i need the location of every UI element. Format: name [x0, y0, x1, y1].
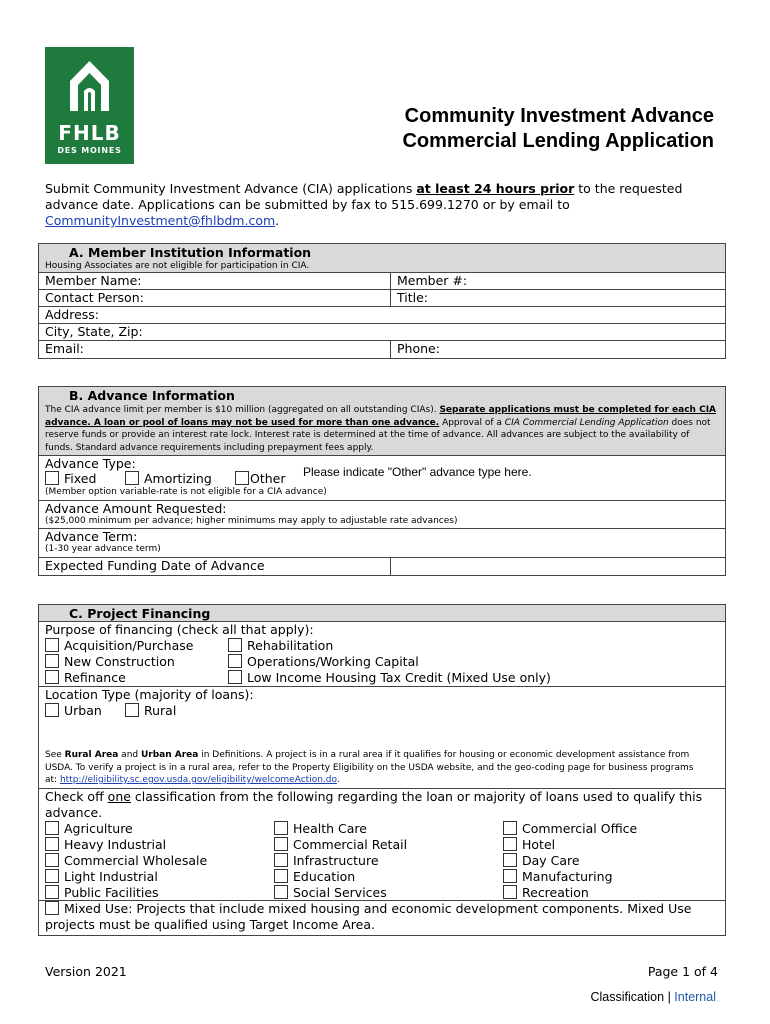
- funding-date-field[interactable]: [390, 558, 397, 575]
- purpose-option[interactable]: [45, 654, 175, 669]
- note-italic: CIA Commercial Lending Application: [504, 417, 669, 428]
- separator: |: [667, 990, 671, 1004]
- intro-paragraph: [45, 181, 715, 229]
- section-b-table: [38, 386, 726, 576]
- checkbox[interactable]: [45, 821, 59, 835]
- classification-label: Commercial Retail: [293, 837, 408, 852]
- classification-footer: [590, 990, 716, 1004]
- classification-label: Day Care: [522, 853, 580, 868]
- rural-option[interactable]: [125, 703, 176, 718]
- purpose-label: Operations/Working Capital: [247, 654, 419, 669]
- classification-label: Infrastructure: [293, 853, 379, 868]
- location-label: Location Type (majority of loans):: [45, 687, 254, 702]
- def-text-3: in Definitions. A project is in a rural area if it qualifies for housing or economic development assistance from USDA. To verify a project is in a rural area, refer to the Property Eligibility on the USDA website, and the geo-coding page for business programs at:: [45, 750, 694, 785]
- amount-note: ($25,000 minimum per advance; higher minimums may apply to adjustable rate advances): [45, 516, 458, 526]
- term-note: (1-30 year advance term): [45, 544, 161, 554]
- urban-label: Urban: [64, 703, 102, 718]
- member-number-label: Member #:: [397, 273, 468, 288]
- fixed-option[interactable]: [45, 471, 96, 486]
- version-label: Version 2021: [45, 964, 127, 979]
- note-bold: Separate applications must be completed for each CIA advance. A loan or pool of loans may not be used for more than one advance.: [45, 405, 717, 428]
- location-row: [39, 687, 725, 789]
- checkbox[interactable]: [228, 670, 242, 684]
- purpose-option[interactable]: [228, 654, 419, 669]
- purpose-option[interactable]: [45, 670, 126, 685]
- classification-row: [39, 789, 725, 901]
- amount-label: Advance Amount Requested:: [45, 501, 227, 516]
- other-type-field[interactable]: Please indicate "Other" advance type here.: [303, 465, 532, 479]
- purpose-label: Acquisition/Purchase: [64, 638, 194, 653]
- term-row[interactable]: [39, 529, 725, 558]
- advance-type-label: Advance Type:: [45, 456, 136, 471]
- def-text: See: [45, 750, 65, 760]
- mixed-use-label: Mixed Use: Projects that include mixed housing and economic development components. Mixed Use projects must be qualified using Target Income Area.: [45, 901, 692, 932]
- classification-option[interactable]: [503, 885, 589, 900]
- usda-link[interactable]: http://eligibility.sc.egov.usda.gov/eligibility/welcomeAction.do: [59, 775, 337, 785]
- classification-option[interactable]: [274, 869, 355, 884]
- address-row[interactable]: [39, 307, 725, 324]
- classification-label: Recreation: [522, 885, 589, 900]
- phone-label: Phone:: [397, 341, 440, 356]
- classification-label: Heavy Industrial: [64, 837, 167, 852]
- checkbox[interactable]: [503, 821, 517, 835]
- title-line1: Community Investment Advance: [404, 105, 714, 127]
- section-b-note: [39, 404, 725, 455]
- house-icon: [67, 57, 112, 115]
- checkbox[interactable]: [228, 638, 242, 652]
- checkbox[interactable]: [45, 869, 59, 883]
- classification-label: Commercial Wholesale: [64, 853, 208, 868]
- checkbox[interactable]: [45, 670, 59, 684]
- purpose-label: Refinance: [64, 670, 126, 685]
- classification-text: Classification: [590, 990, 665, 1004]
- section-c-header: [39, 605, 725, 622]
- other-option[interactable]: [235, 471, 286, 486]
- purpose-label: Low Income Housing Tax Credit (Mixed Use only): [247, 670, 551, 685]
- section-a-header: [39, 244, 725, 273]
- definitions-note: [45, 749, 705, 787]
- classification-option[interactable]: [45, 869, 158, 884]
- urban-option[interactable]: [45, 703, 102, 718]
- advance-type-row: [39, 456, 725, 501]
- checkbox[interactable]: [274, 837, 288, 851]
- classify-text: Check off: [45, 789, 108, 804]
- classify-text-2: classification from the following regarding the loan or majority of loans used to qualify this advance.: [45, 789, 703, 820]
- title-label: Title:: [397, 290, 428, 305]
- classification-label: Education: [293, 869, 356, 884]
- purpose-option[interactable]: [45, 638, 193, 653]
- classification-label: Manufacturing: [522, 869, 613, 884]
- classification-option[interactable]: [274, 885, 387, 900]
- section-b-heading: B. Advance Information: [69, 388, 235, 403]
- checkbox[interactable]: [125, 703, 139, 717]
- section-a-note: Housing Associates are not eligible for participation in CIA.: [45, 261, 310, 271]
- title-field[interactable]: [390, 290, 428, 306]
- note-text: The CIA advance limit per member is $10 million (aggregated on all outstanding CIAs).: [45, 405, 440, 415]
- phone-field[interactable]: [390, 341, 440, 358]
- purpose-label: Purpose of financing (check all that apply):: [45, 622, 314, 637]
- classification-option[interactable]: [503, 821, 637, 836]
- checkbox[interactable]: [45, 885, 59, 899]
- section-a-table: [38, 243, 726, 359]
- intro-text-2: to the requested advance date. Applications can be submitted by fax to 515.699.1270 or by email to: [45, 181, 683, 212]
- checkbox[interactable]: [503, 853, 517, 867]
- email-label: Email:: [45, 341, 84, 356]
- checkbox[interactable]: [228, 654, 242, 668]
- purpose-label: Rehabilitation: [247, 638, 334, 653]
- logo-subtext: DES MOINES: [57, 146, 122, 155]
- checkbox[interactable]: [45, 837, 59, 851]
- contact-label: Contact Person:: [45, 290, 144, 305]
- checkbox[interactable]: [45, 853, 59, 867]
- section-c-table: [38, 604, 726, 936]
- advance-type-note: (Member option variable-rate is not eligible for a CIA advance): [45, 487, 327, 497]
- def-text-2: and: [118, 750, 141, 760]
- member-name-label: Member Name:: [45, 273, 142, 288]
- classification-label: Social Services: [293, 885, 387, 900]
- classification-option[interactable]: [45, 885, 159, 900]
- funding-date-row: [39, 558, 725, 575]
- checkbox[interactable]: [503, 869, 517, 883]
- classification-option[interactable]: [274, 821, 367, 836]
- checkbox[interactable]: [274, 885, 288, 899]
- contact-row[interactable]: [39, 290, 725, 307]
- checkbox[interactable]: [503, 837, 517, 851]
- checkbox[interactable]: [503, 885, 517, 899]
- def-urban: Urban Area: [140, 750, 199, 760]
- other-label: Other: [250, 471, 286, 486]
- email-row[interactable]: [39, 341, 725, 358]
- checkbox[interactable]: [45, 654, 59, 668]
- checkbox[interactable]: [274, 821, 288, 835]
- checkbox[interactable]: [274, 853, 288, 867]
- purpose-row: [39, 622, 725, 687]
- classification-label: Commercial Office: [522, 821, 638, 836]
- amortizing-option[interactable]: [125, 471, 212, 486]
- checkbox[interactable]: [274, 869, 288, 883]
- classification-option[interactable]: [45, 821, 133, 836]
- fhlb-logo: [45, 47, 134, 164]
- funding-date-label: Expected Funding Date of Advance: [45, 558, 265, 573]
- intro-emphasis: at least 24 hours prior: [416, 181, 575, 196]
- rural-label: Rural: [144, 703, 177, 718]
- classification-label: Public Facilities: [64, 885, 159, 900]
- classify-underline: one: [107, 789, 131, 804]
- checkbox[interactable]: [235, 471, 249, 485]
- classification-option[interactable]: [45, 853, 207, 868]
- classification-label: Agriculture: [64, 821, 133, 836]
- checkbox[interactable]: [45, 901, 59, 915]
- intro-end: .: [275, 213, 280, 228]
- classification-option[interactable]: [503, 853, 580, 868]
- classification-option[interactable]: [274, 853, 379, 868]
- classification-option[interactable]: [45, 837, 166, 852]
- classification-label: Hotel: [522, 837, 556, 852]
- note-text-2: Approval of a: [439, 417, 505, 428]
- purpose-label: New Construction: [64, 654, 175, 669]
- intro-text: Submit Community Investment Advance (CIA) applications: [45, 181, 417, 196]
- purpose-option[interactable]: [228, 638, 333, 653]
- email-link[interactable]: CommunityInvestment@fhlbdm.com: [45, 213, 276, 228]
- amount-row[interactable]: [39, 501, 725, 529]
- fixed-label: Fixed: [64, 471, 97, 486]
- page-number: Page 1 of 4: [647, 964, 718, 979]
- term-label: Advance Term:: [45, 529, 138, 544]
- internal-label: Internal: [674, 990, 716, 1004]
- checkbox[interactable]: [45, 471, 59, 485]
- section-c-heading: C. Project Financing: [69, 606, 211, 621]
- note-text-3: does not reserve funds or provide an interest rate lock. Interest rate is determined at the time of advance. All advances are subject to the availability of funds. Standard advance requirements including prepayment fees apply.: [45, 417, 711, 453]
- classification-label: Health Care: [293, 821, 367, 836]
- section-a-heading: A. Member Institution Information: [69, 245, 312, 260]
- city-label: City, State, Zip:: [45, 324, 143, 339]
- def-rural: Rural Area: [64, 750, 119, 760]
- classification-option[interactable]: [274, 837, 407, 852]
- address-label: Address:: [45, 307, 99, 322]
- classification-option[interactable]: [503, 837, 555, 852]
- title-line2: Commercial Lending Application: [402, 130, 714, 152]
- member-number-field[interactable]: [390, 273, 467, 289]
- checkbox[interactable]: [125, 471, 139, 485]
- member-name-row[interactable]: [39, 273, 725, 290]
- classification-label: Light Industrial: [64, 869, 158, 884]
- classification-instructions: [45, 789, 725, 821]
- city-row[interactable]: [39, 324, 725, 341]
- section-b-header: [39, 387, 725, 456]
- checkbox[interactable]: [45, 638, 59, 652]
- classification-option[interactable]: [503, 869, 613, 884]
- checkbox[interactable]: [45, 703, 59, 717]
- amortizing-label: Amortizing: [144, 471, 212, 486]
- logo-text: FHLB: [58, 121, 121, 145]
- mixed-use-row[interactable]: [39, 901, 725, 935]
- purpose-option[interactable]: [228, 670, 551, 685]
- def-end: .: [336, 775, 340, 785]
